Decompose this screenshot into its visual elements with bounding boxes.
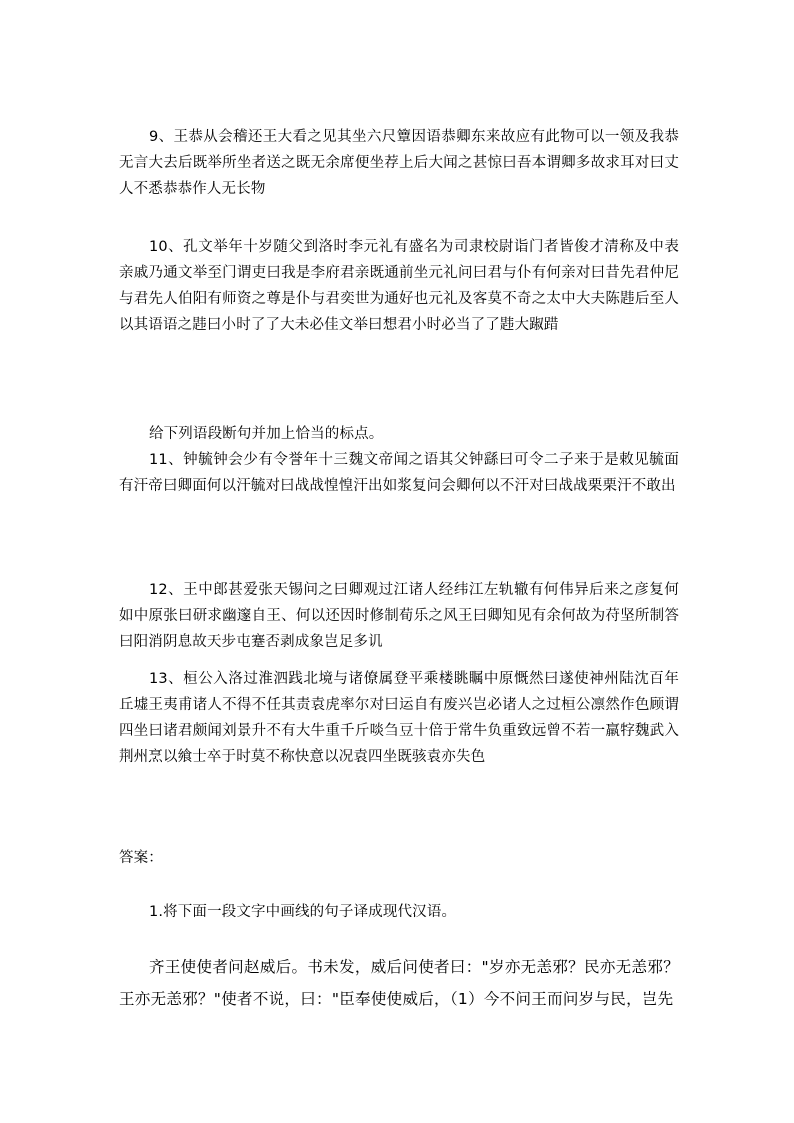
paragraph-13: 13、桓公入洛过淮泗践北境与诸僚属登平乘楼眺瞩中原慨然曰遂使神州陆沈百年丘墟王夷甫诸人不得不任其责袁虎率尔对曰运自有废兴岂必诸人之过桓公凛然作色顾谓四坐曰诸君颇闻刘景升不有大牛重千斤啖刍豆十倍于常牛负重致远曾不若一羸牸魏武入荆州烹以飨士卒于时莫不称快意以况袁四坐既骇袁亦失色 [119, 671, 679, 765]
instruction-text: 给下列语段断句并加上恰当的标点。 [149, 426, 384, 442]
paragraph-9: 9、王恭从会稽还王大看之见其坐六尺簟因语恭卿东来故应有此物可以一领及我恭无言大去后既举所坐者送之既无余席便坐荐上后大闻之甚惊曰吾本谓卿多故求耳对曰丈人不悉恭恭作人无长物 [119, 129, 679, 197]
answer-heading: 答案： [119, 850, 163, 866]
answer-question-1: 1.将下面一段文字中画线的句子译成现代汉语。 [149, 904, 457, 920]
paragraph-11: 11、钟毓钟会少有令誉年十三魏文帝闻之语其父钟繇曰可令二子来于是敕见毓面有汗帝曰卿面何以汗毓对曰战战惶惶汗出如浆复问会卿何以不汗对曰战战栗栗汗不敢出 [119, 452, 679, 494]
paragraph-10: 10、孔文举年十岁随父到洛时李元礼有盛名为司隶校尉诣门者皆俊才清称及中表亲戚乃通文举至门谓吏曰我是李府君亲既通前坐元礼问曰君与仆有何亲对曰昔先君仲尼与君先人伯阳有师资之尊是仆与君奕世为通好也元礼及客莫不奇之太中大夫陈韪后至人以其语语之韪曰小时了了大未必佳文举曰想君小时必当了了韪大踧踖 [119, 239, 679, 333]
paragraph-12: 12、王中郎甚爱张天锡问之曰卿观过江诸人经纬江左轨辙有何伟异后来之彦复何如中原张曰研求幽邃自王、何以还因时修制荀乐之风王曰卿知见有余何故为苻坚所制答曰阳消阴息故天步屯蹇否剥成象岂足多讥 [119, 582, 679, 650]
answer-question-1-passage: 齐王使使者问赵威后。书未发，威后问使者曰："岁亦无恙邪？民亦无恙邪？王亦无恙邪？"使者不说，曰："臣奉使使威后，（1）今不问王而问岁与民，岂先 [119, 958, 679, 1008]
